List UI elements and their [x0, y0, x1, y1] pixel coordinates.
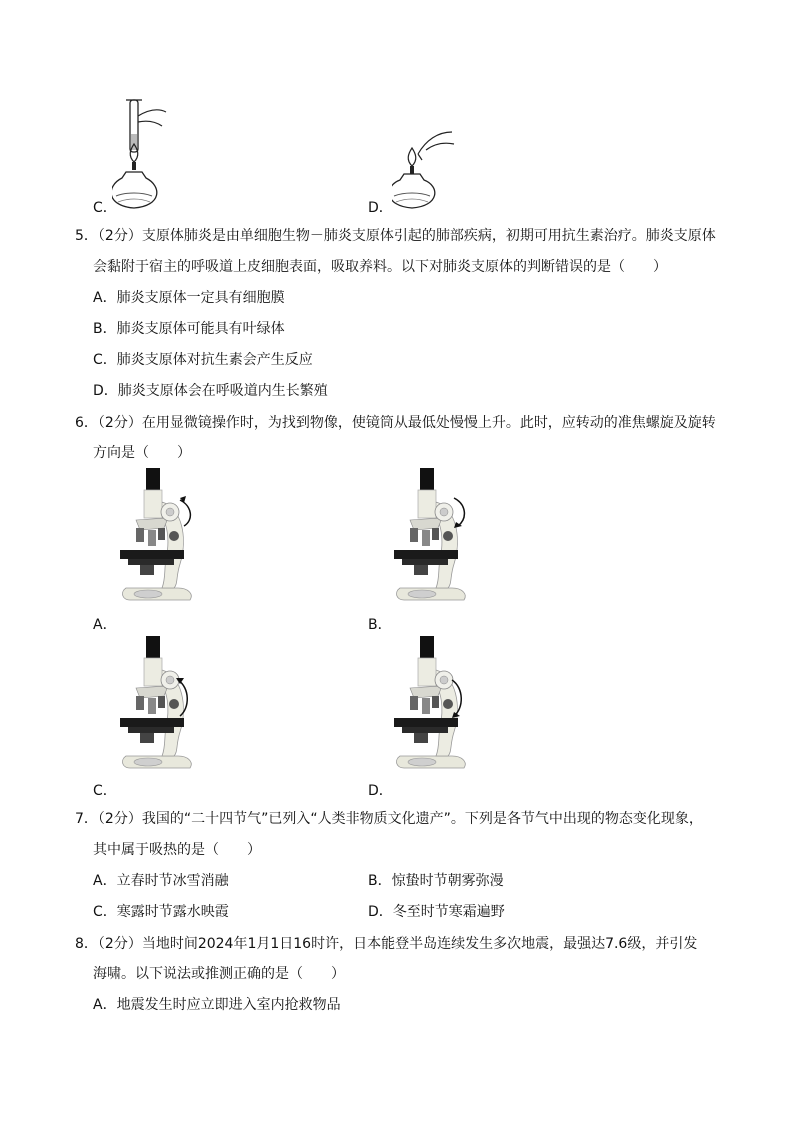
q6-option-b-label[interactable]: B．	[368, 617, 392, 633]
q6-stem-line2: 方向是（ ）	[93, 445, 191, 461]
microscope-figure-b	[392, 468, 482, 608]
q7-option-b[interactable]: B．惊蛰时节朝雾弥漫	[368, 873, 504, 889]
q4-option-c-label[interactable]: C．	[93, 200, 117, 216]
q5-option-a[interactable]: A．肺炎支原体一定具有细胞膜	[93, 290, 285, 306]
microscope-figure-d	[392, 636, 482, 776]
q7-option-a[interactable]: A．立春时节冰雪消融	[93, 873, 229, 889]
q4-option-d-label[interactable]: D．	[368, 200, 393, 216]
q7-option-c[interactable]: C．寒露时节露水映霞	[93, 904, 229, 920]
microscope-figure-c	[118, 636, 208, 776]
q6-option-d-label[interactable]: D．	[368, 783, 393, 799]
q8-stem-line1: 8．（2分）当地时间2024年1月1日16时许，日本能登半岛连续发生多次地震，最强达7.6级，并引发	[75, 936, 698, 952]
lamp-tube-figure	[112, 96, 172, 214]
q5-option-c[interactable]: C．肺炎支原体对抗生素会产生反应	[93, 352, 313, 368]
q5-option-d[interactable]: D．肺炎支原体会在呼吸道内生长繁殖	[93, 383, 328, 399]
q7-stem-line1: 7．（2分）我国的“二十四节气”已列入“人类非物质文化遗产”。下列是各节气中出现的物态变化现象，	[75, 811, 703, 827]
microscope-figure-a	[118, 468, 208, 608]
q6-stem-line1: 6．（2分）在用显微镜操作时，为找到物像，使镜筒从最低处慢慢上升。此时，应转动的准焦螺旋及旋转	[75, 415, 716, 431]
q8-stem-line2: 海啸。以下说法或推测正确的是（ ）	[93, 966, 345, 982]
q8-option-a[interactable]: A．地震发生时应立即进入室内抢救物品	[93, 997, 341, 1013]
q7-option-d[interactable]: D．冬至时节寒霜遍野	[368, 904, 505, 920]
lamp-hand-figure	[392, 126, 462, 212]
q5-option-b[interactable]: B．肺炎支原体可能具有叶绿体	[93, 321, 285, 337]
q7-stem-line2: 其中属于吸热的是（ ）	[93, 842, 261, 858]
q5-stem-line1: 5．（2分）支原体肺炎是由单细胞生物－肺炎支原体引起的肺部疾病，初期可用抗生素治疗。肺炎支原体	[75, 228, 716, 244]
q6-option-c-label[interactable]: C．	[93, 783, 117, 799]
q5-stem-line2: 会黏附于宿主的呼吸道上皮细胞表面，吸取养料。以下对肺炎支原体的判断错误的是（ ）	[93, 259, 667, 275]
q6-option-a-label[interactable]: A．	[93, 617, 117, 633]
